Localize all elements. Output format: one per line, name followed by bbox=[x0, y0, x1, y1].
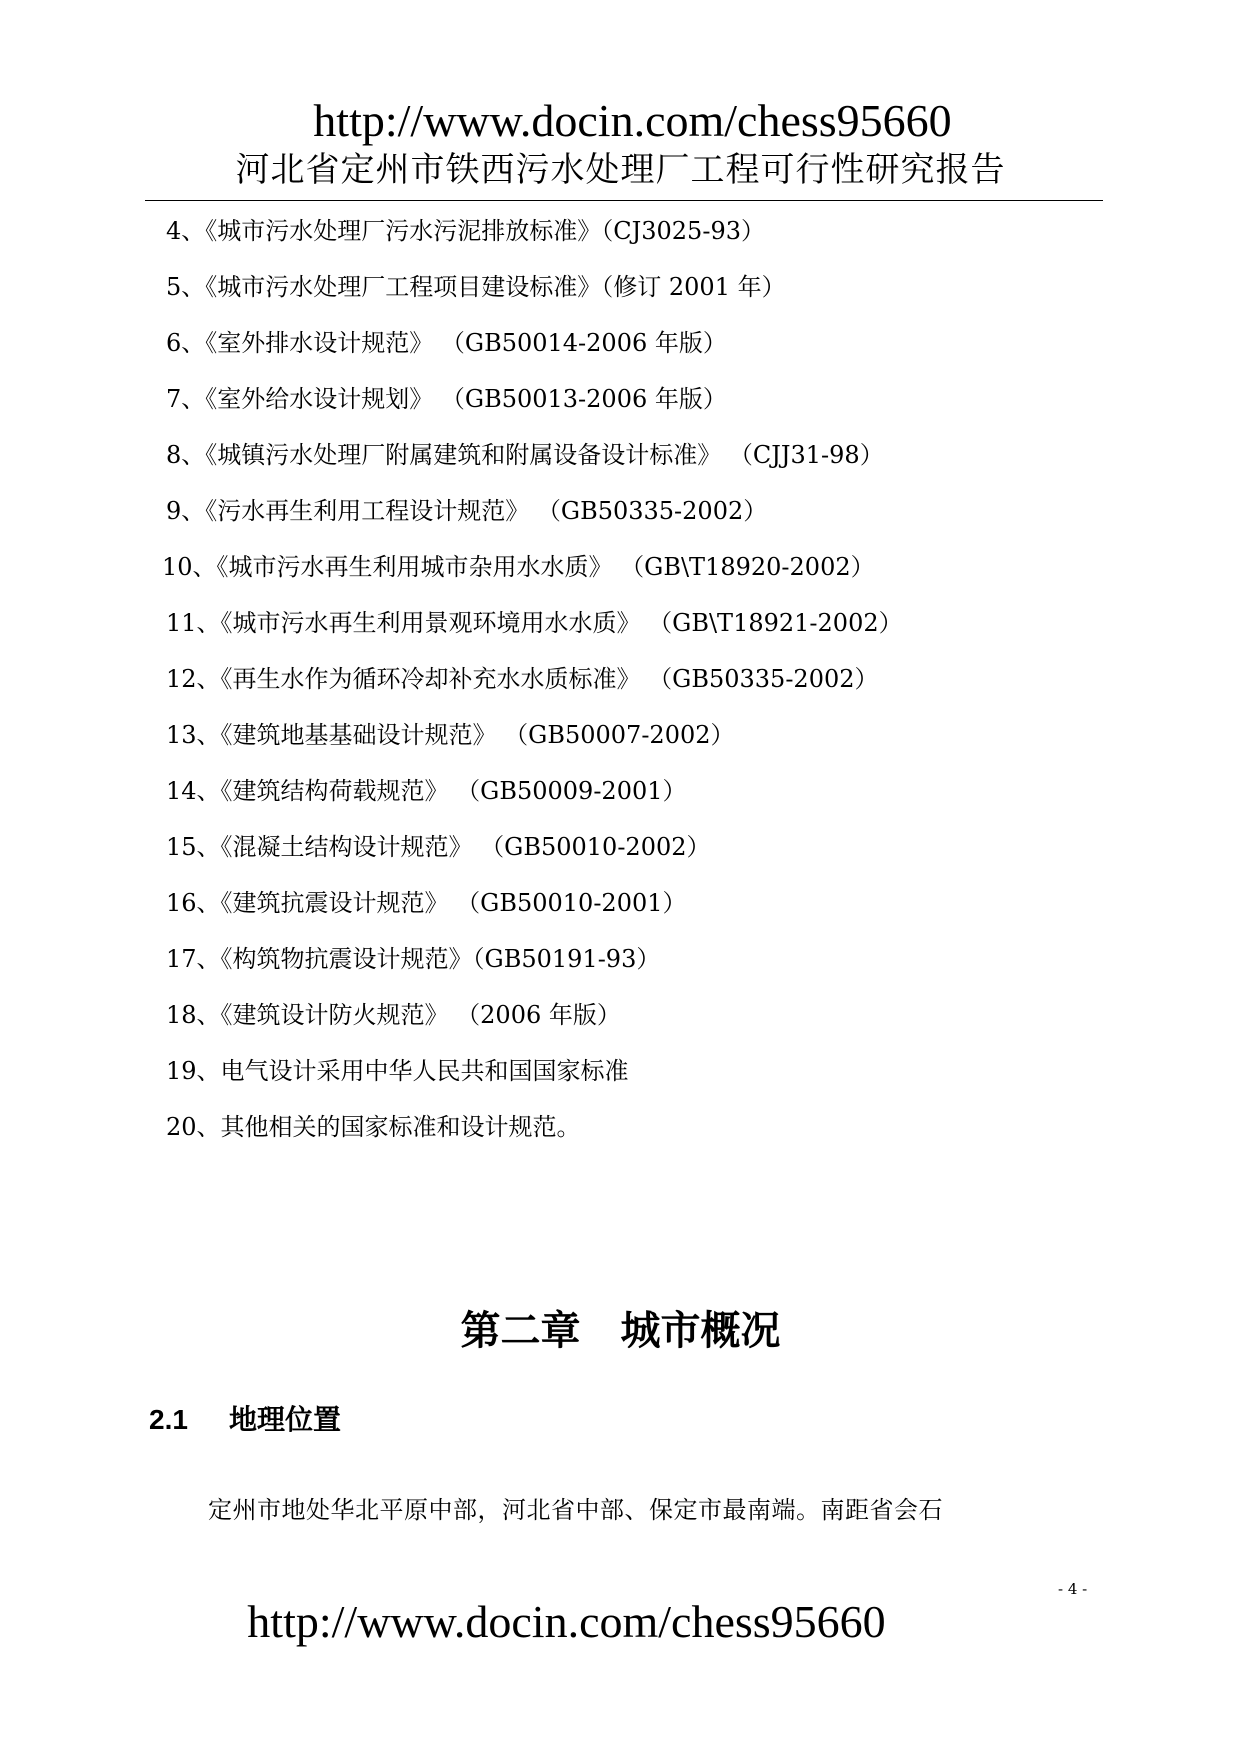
list-item: 19、电气设计采用中华人民共和国国家标准 bbox=[166, 1057, 629, 1085]
section-heading bbox=[149, 1402, 341, 1438]
list-item: 12、《再生水作为循环冷却补充水水质标准》 （GB50335-2002） bbox=[166, 665, 879, 693]
header-divider bbox=[145, 200, 1103, 201]
list-item: 10、《城市污水再生利用城市杂用水水质》 （GB\T18920-2002） bbox=[162, 553, 875, 581]
header-url[interactable]: http://www.docin.com/chess95660 bbox=[313, 95, 952, 146]
list-item: 18、《建筑设计防火规范》 （2006 年版） bbox=[166, 1001, 621, 1029]
list-item: 7、《室外给水设计规划》 （GB50013-2006 年版） bbox=[166, 385, 727, 413]
list-item: 15、《混凝土结构设计规范》 （GB50010-2002） bbox=[166, 833, 711, 861]
report-title: 河北省定州市铁西污水处理厂工程可行性研究报告 bbox=[235, 150, 1006, 190]
list-item: 9、《污水再生利用工程设计规范》 （GB50335-2002） bbox=[166, 497, 768, 525]
body-paragraph: 定州市地处华北平原中部，河北省中部、保定市最南端。南距省会石 bbox=[208, 1496, 943, 1524]
list-item: 11、《城市污水再生利用景观环境用水水质》 （GB\T18921-2002） bbox=[166, 609, 903, 637]
list-item: 8、《城镇污水处理厂附属建筑和附属设备设计标准》 （CJJ31-98） bbox=[166, 441, 884, 469]
chapter-title: 第二章 城市概况 bbox=[460, 1307, 781, 1354]
section-title: 地理位置 bbox=[229, 1404, 342, 1435]
list-item: 6、《室外排水设计规范》 （GB50014-2006 年版） bbox=[166, 329, 727, 357]
list-item: 14、《建筑结构荷载规范》 （GB50009-2001） bbox=[166, 777, 687, 805]
footer-url[interactable]: http://www.docin.com/chess95660 bbox=[247, 1596, 886, 1647]
list-item: 16、《建筑抗震设计规范》 （GB50010-2001） bbox=[166, 889, 687, 917]
section-number: 2.1 bbox=[149, 1404, 188, 1435]
list-item: 5、《城市污水处理厂工程项目建设标准》（修订 2001 年） bbox=[166, 273, 786, 301]
list-item: 17、《构筑物抗震设计规范》（GB50191-93） bbox=[166, 945, 661, 973]
list-item: 20、其他相关的国家标准和设计规范。 bbox=[166, 1113, 581, 1141]
list-item: 4、《城市污水处理厂污水污泥排放标准》（CJ3025-93） bbox=[166, 217, 765, 245]
list-item: 13、《建筑地基基础设计规范》 （GB50007-2002） bbox=[166, 721, 735, 749]
page-number: - 4 - bbox=[1058, 1580, 1088, 1598]
